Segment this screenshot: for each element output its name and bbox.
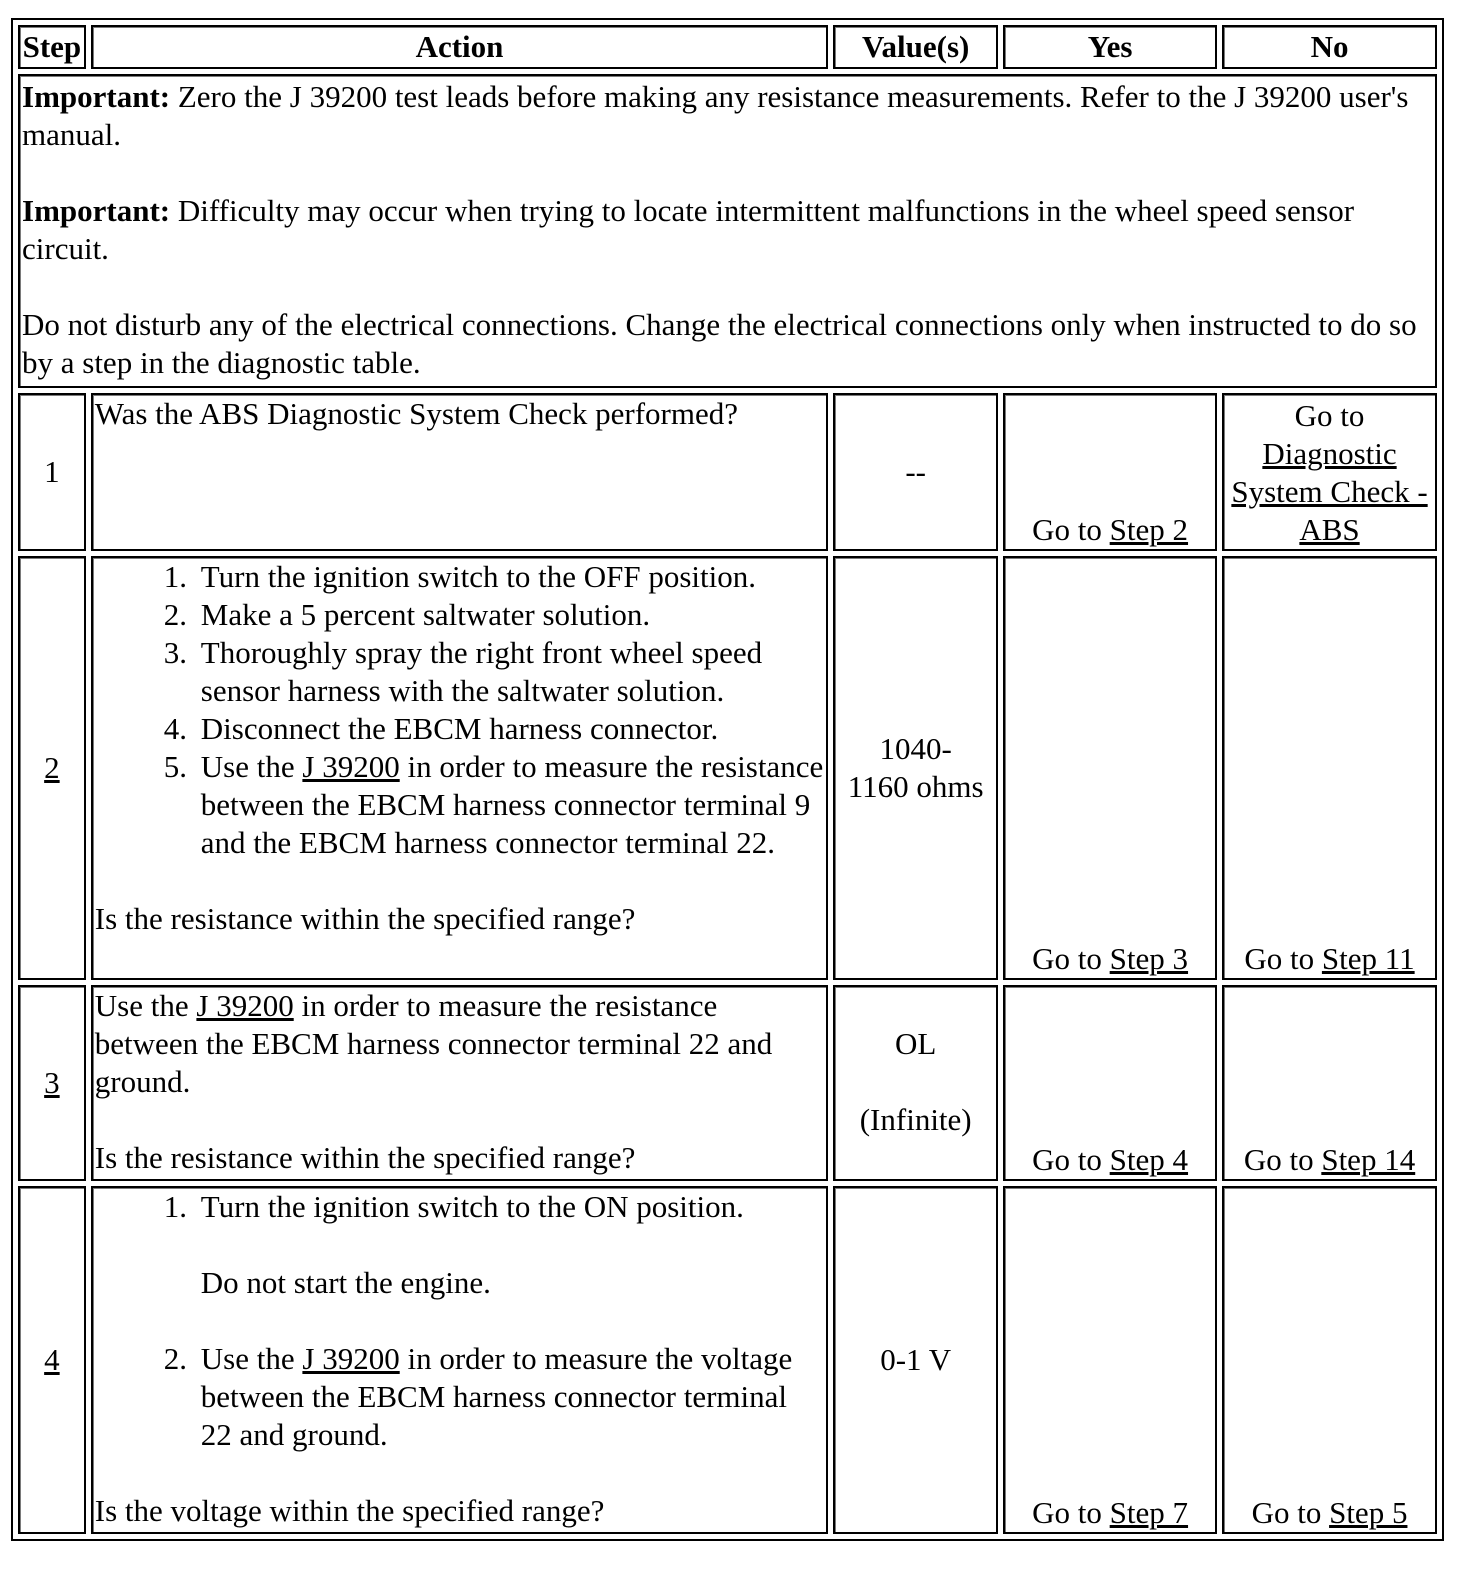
- list-item: 1. Turn the ignition switch to the OFF position.: [195, 558, 824, 596]
- yes-prefix: Go to: [1032, 941, 1110, 976]
- header-action: Action: [91, 25, 828, 69]
- table-row-step-4: [18, 1186, 1437, 1534]
- yes-cell: [1003, 393, 1217, 551]
- header-values: Value(s): [833, 25, 998, 69]
- table-row-step-3: [18, 985, 1437, 1181]
- no-prefix: Go to: [1244, 941, 1322, 976]
- action-cell: [91, 556, 828, 980]
- text: 1. Turn the ignition switch to the ON position.: [200, 1189, 744, 1224]
- no-link-step-11[interactable]: Step 11: [1321, 941, 1415, 976]
- value-line-1: 1040-: [879, 731, 952, 766]
- note-1: [22, 78, 1433, 154]
- no-link-step-14[interactable]: Step 14: [1321, 1142, 1416, 1177]
- text: Use the: [200, 1341, 303, 1376]
- step-2-link[interactable]: 2: [44, 750, 60, 785]
- value-text: 0-1 V: [833, 1186, 998, 1534]
- no-cell: [1222, 985, 1437, 1181]
- header-step: Step: [18, 25, 86, 69]
- no-prefix: Go to: [1243, 1142, 1322, 1177]
- action-text: [95, 987, 824, 1101]
- action-steps-list: [95, 558, 824, 862]
- note-1-label: Important:: [22, 79, 171, 114]
- yes-link-step-3[interactable]: Step 3: [1109, 941, 1189, 976]
- question-text: Is the resistance within the specified range?: [94, 901, 636, 936]
- yes-link-step-2[interactable]: Step 2: [1109, 512, 1189, 547]
- yes-prefix: Go to: [1032, 512, 1110, 547]
- notes-row: [18, 74, 1437, 388]
- step-number-link: [18, 1186, 86, 1534]
- j39200-link[interactable]: J 39200: [302, 1341, 400, 1376]
- yes-cell: [1003, 985, 1217, 1181]
- value-line-2: 1160 ohms: [847, 769, 984, 804]
- list-item: [195, 1340, 824, 1454]
- important-notes: [18, 74, 1437, 388]
- j39200-link[interactable]: J 39200: [302, 749, 400, 784]
- yes-cell: [1003, 1186, 1217, 1534]
- yes-prefix: Go to: [1032, 1142, 1110, 1177]
- no-prefix: Go to: [1251, 1495, 1330, 1530]
- action-steps-list: [95, 1188, 824, 1454]
- header-row: [18, 25, 1437, 69]
- header-no: No: [1222, 25, 1437, 69]
- note-1-text: Zero the J 39200 test leads before making any resistance measurements. Refer to the J 39200 user's manual.: [22, 79, 1409, 152]
- no-cell: [1222, 1186, 1437, 1534]
- text: Do not start the engine.: [200, 1265, 491, 1300]
- value-cell: [833, 556, 998, 980]
- yes-cell: [1003, 556, 1217, 980]
- list-item: 2. Make a 5 percent saltwater solution.: [195, 596, 824, 634]
- step-number-link: [18, 556, 86, 980]
- list-item: 4. Disconnect the EBCM harness connector.: [195, 710, 824, 748]
- yes-prefix: Go to: [1032, 1495, 1110, 1530]
- list-item: [195, 748, 824, 862]
- question-text: Is the resistance within the specified range?: [94, 1140, 636, 1175]
- value-text: --: [833, 393, 998, 551]
- value-cell: [833, 985, 998, 1181]
- diagnostic-table: [11, 18, 1444, 1541]
- text: in order to measure the voltage between the EBCM harness connector terminal 22 and ground.: [200, 1341, 793, 1452]
- table-row-step-2: [18, 556, 1437, 980]
- yes-link-step-7[interactable]: Step 7: [1109, 1495, 1189, 1530]
- step-4-link[interactable]: 4: [44, 1342, 60, 1377]
- header-yes: Yes: [1003, 25, 1217, 69]
- diagnostic-table-container: [11, 18, 1444, 1541]
- no-link-step-5[interactable]: Step 5: [1329, 1495, 1408, 1530]
- note-2-text: Difficulty may occur when trying to locate intermittent malfunctions in the wheel speed sensor circuit.: [22, 193, 1355, 266]
- text: Use the: [94, 988, 197, 1023]
- step-3-link[interactable]: 3: [44, 1065, 60, 1100]
- step-number: 1: [18, 393, 86, 551]
- step-number-link: [18, 985, 86, 1181]
- no-prefix: Go to: [1294, 398, 1365, 433]
- value-line-2: (Infinite): [859, 1102, 972, 1137]
- text: in order to measure the resistance between the EBCM harness connector terminal 22 and ground.: [94, 988, 773, 1099]
- yes-link-step-4[interactable]: Step 4: [1109, 1142, 1189, 1177]
- no-cell: [1222, 393, 1437, 551]
- note-2-label: Important:: [22, 193, 171, 228]
- value-line-1: OL: [895, 1026, 937, 1061]
- no-link-diagnostic-system-check[interactable]: Diagnostic System Check - ABS: [1231, 436, 1428, 547]
- j39200-link[interactable]: J 39200: [196, 988, 294, 1023]
- action-cell: [91, 985, 828, 1181]
- list-item: 3. Thoroughly spray the right front wheel speed sensor harness with the saltwater solution.: [195, 634, 824, 710]
- action-text: Was the ABS Diagnostic System Check performed?: [91, 393, 828, 551]
- text: in order to measure the resistance between the EBCM harness connector terminal 9 and the EBCM harness connector terminal 22.: [200, 749, 824, 860]
- note-3: Do not disturb any of the electrical connections. Change the electrical connections only when instructed to do so by a step in the diagnostic table.: [22, 307, 1417, 380]
- action-cell: [91, 1186, 828, 1534]
- text: Use the: [200, 749, 303, 784]
- table-row-step-1: [18, 393, 1437, 551]
- question-text: Is the voltage within the specified range?: [94, 1493, 605, 1528]
- note-2: [22, 192, 1433, 268]
- list-item: [195, 1188, 824, 1340]
- no-cell: [1222, 556, 1437, 980]
